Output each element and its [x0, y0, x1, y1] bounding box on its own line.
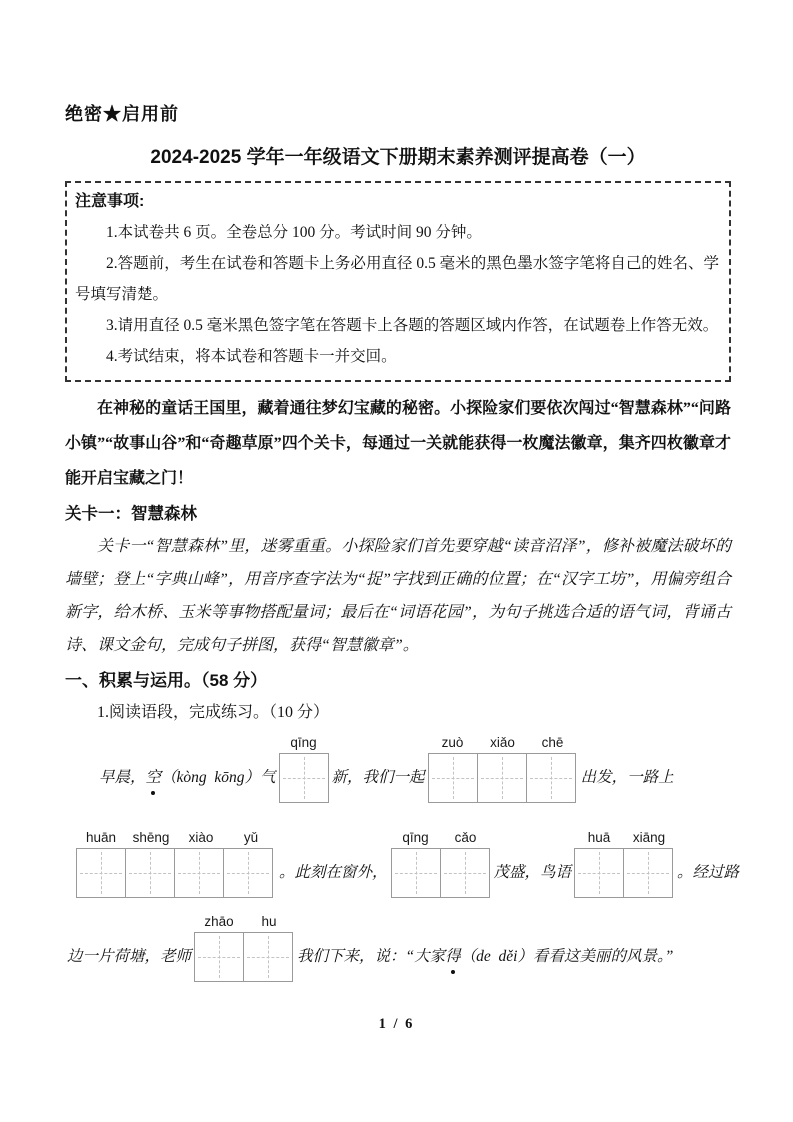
question-1-heading: 1.阅读语段，完成练习。（10 分） — [97, 704, 330, 721]
tianzige-writing-box — [428, 753, 478, 803]
notice-item-2: 2.答题前，考生在试卷和答题卡上务必用直径 0.5 毫米的黑色墨水签字笔将自己的姓名、学号填写清楚。 — [75, 255, 719, 303]
exercise-row — [65, 914, 731, 982]
writing-box-group — [428, 735, 578, 803]
text-run: 茂盛，鸟语 — [493, 864, 572, 881]
pinyin-label: cǎo — [454, 830, 477, 845]
exercise-text — [297, 932, 673, 982]
pinyin-label: huā — [587, 830, 611, 845]
exercise-row — [65, 735, 731, 803]
text-run: （de děi）看看这美丽的风景。” — [460, 948, 674, 965]
tianzige-writing-box — [243, 932, 293, 982]
exercise-row — [65, 830, 740, 898]
tianzige-writing-box — [574, 848, 624, 898]
page-title: 2024-2025 学年一年级语文下册期末素养测评提高卷（一） — [150, 147, 646, 168]
notice-item-1: 1.本试卷共 6 页。全卷总分 100 分。考试时间 90 分钟。 — [106, 224, 482, 241]
intro-paragraph: 在神秘的童话王国里，藏着通往梦幻宝藏的秘密。小探险家们要依次闯过“智慧森林”“问路小镇”“故事山谷”和“奇趣草原”四个关卡，每通过一关就能获得一枚魔法徽章，集齐四枚徽章才能开启宝藏之门！ — [65, 400, 731, 487]
tianzige-writing-box — [391, 848, 441, 898]
text-run: （kòng kōng）气 — [161, 769, 276, 786]
tianzige-writing-box — [223, 848, 273, 898]
writing-box-group — [76, 830, 276, 898]
emphasis-dotted-char: 空 — [146, 753, 162, 803]
writing-box-group — [279, 735, 329, 803]
pinyin-row — [194, 914, 294, 930]
exercise-text — [67, 932, 191, 982]
text-run: 边一片荷塘，老师 — [67, 948, 192, 965]
tianzige-writing-box — [526, 753, 576, 803]
tianzige-writing-box — [477, 753, 527, 803]
pinyin-row — [574, 830, 674, 846]
tianzige-writing-box — [194, 932, 244, 982]
boxes-row — [76, 848, 276, 898]
text-run: 早晨， — [99, 769, 146, 786]
text-run: 我们下来，说：“大家 — [297, 948, 446, 965]
writing-box-group — [391, 830, 491, 898]
exercise-text — [581, 753, 674, 803]
text-run: 。此刻在窗外， — [279, 864, 388, 881]
notice-item-4: 4.考试结束，将本试卷和答题卡一并交回。 — [106, 348, 397, 365]
writing-box-group — [194, 914, 294, 982]
pinyin-row — [428, 735, 578, 751]
pinyin-label: xiǎo — [490, 735, 515, 750]
notice-box — [65, 181, 731, 382]
boxes-row — [279, 753, 329, 803]
pinyin-label: zuò — [441, 735, 464, 750]
tianzige-writing-box — [440, 848, 490, 898]
tianzige-writing-box — [125, 848, 175, 898]
part-one-heading: 一、积累与运用。（58 分） — [65, 671, 268, 690]
text-run: 出发，一路上 — [580, 769, 674, 786]
section-description: 关卡一“智慧森林”里，迷雾重重。小探险家们首先要穿越“读音沼泽”，修补被魔法破坏的墙壁；登上“字典山峰”，用音序查字法为“捉”字找到正确的位置；在“汉字工坊”，用偏旁组合新字，给木桥、玉米等事物搭配量词；最后在“词语花园”，为句子挑选合适的语气词，背诵古诗、课文金句，完成句子拼图，获得“智慧徽章”。 — [65, 538, 731, 654]
text-run: 新，我们一起 — [331, 769, 425, 786]
tianzige-writing-box — [279, 753, 329, 803]
boxes-row — [391, 848, 491, 898]
pinyin-row — [279, 735, 329, 751]
exercise-text — [99, 753, 276, 803]
writing-box-group — [574, 830, 674, 898]
pinyin-label: huān — [85, 830, 117, 845]
boxes-row — [428, 753, 578, 803]
pinyin-row — [391, 830, 491, 846]
tianzige-writing-box — [174, 848, 224, 898]
section-heading-level1: 关卡一：智慧森林 — [65, 505, 197, 523]
pinyin-label: xiāng — [632, 830, 666, 845]
pinyin-label: yǔ — [243, 830, 259, 845]
emphasis-dotted-char: 得 — [445, 932, 461, 982]
exercise-text — [279, 848, 388, 898]
pinyin-label: hu — [261, 914, 277, 929]
pinyin-label: qīng — [402, 830, 429, 845]
exercise-text — [677, 848, 739, 898]
text-run: 。经过路 — [677, 864, 740, 881]
tianzige-writing-box — [76, 848, 126, 898]
pinyin-row — [76, 830, 276, 846]
boxes-row — [574, 848, 674, 898]
boxes-row — [194, 932, 294, 982]
pinyin-label: chē — [541, 735, 564, 750]
pinyin-label: shēng — [132, 830, 170, 845]
notice-heading: 注意事项: — [75, 193, 145, 210]
secrecy-label: 绝密★启用前 — [65, 104, 179, 124]
exercise-text — [332, 753, 425, 803]
pinyin-label: qīng — [290, 735, 317, 750]
pinyin-label: xiào — [188, 830, 214, 845]
page-number: 1 / 6 — [378, 1016, 415, 1032]
notice-item-3: 3.请用直径 0.5 毫米黑色签字笔在答题卡上各题的答题区域内作答，在试题卷上作答无效。 — [106, 317, 719, 334]
exercise-text — [494, 848, 572, 898]
pinyin-label: zhāo — [204, 914, 234, 929]
tianzige-writing-box — [623, 848, 673, 898]
exercise-area — [65, 735, 740, 982]
